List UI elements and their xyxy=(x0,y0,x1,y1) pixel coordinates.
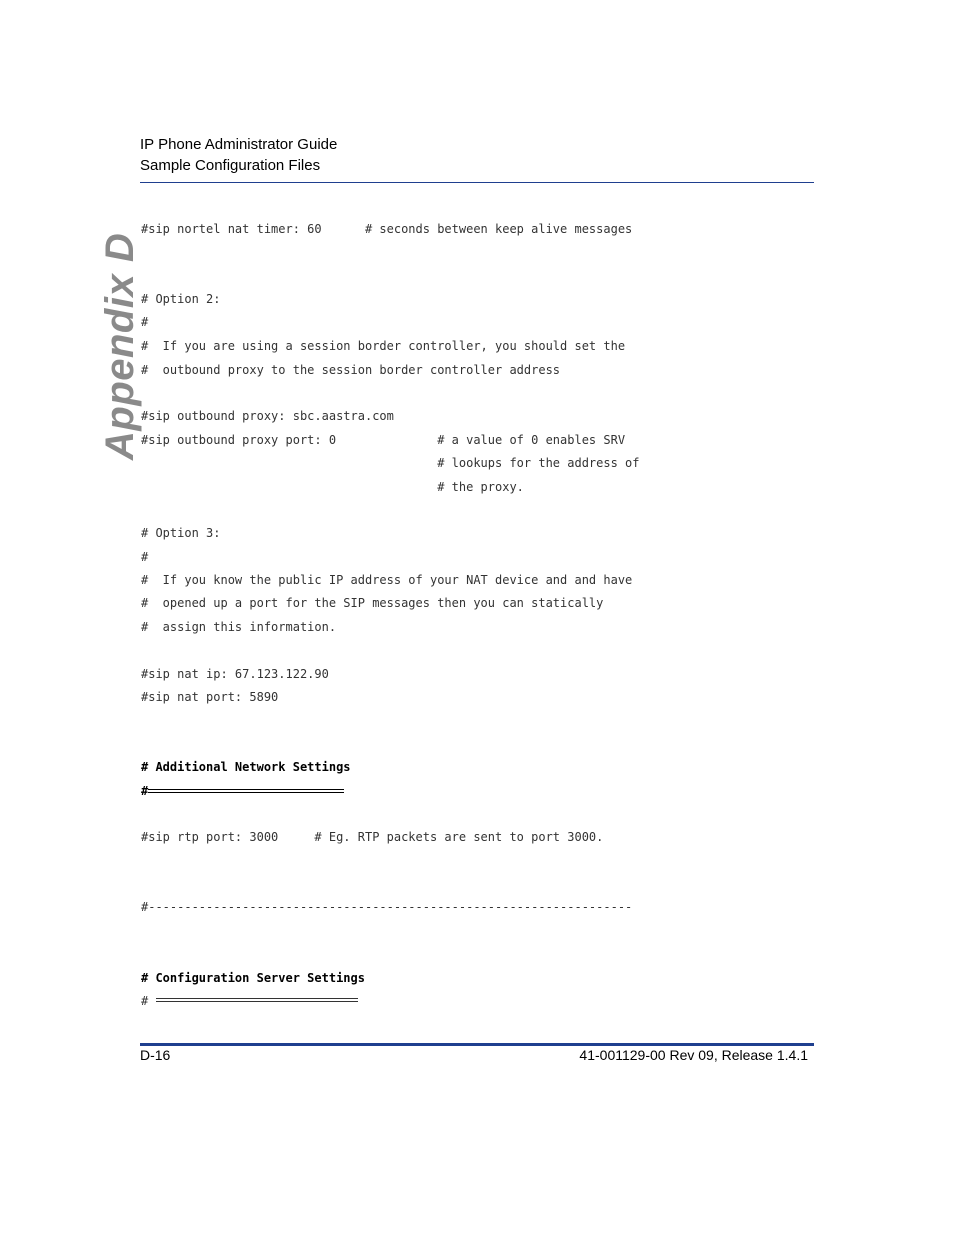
code-line: # xyxy=(141,315,149,329)
code-line: # xyxy=(141,550,149,564)
code-line: # If you know the public IP address of your NAT device and and have xyxy=(141,573,633,587)
code-line: #sip nat ip: 67.123.122.90 xyxy=(141,667,329,681)
header-subtitle: Sample Configuration Files xyxy=(140,157,321,174)
header-rule xyxy=(140,182,814,183)
page-number: D-16 xyxy=(140,1047,171,1063)
code-line: #sip nortel nat timer: 60 # seconds between keep alive messages xyxy=(141,222,633,236)
code-line: # opened up a port for the SIP messages then you can statically xyxy=(141,596,604,610)
code-line: #sip nat port: 5890 xyxy=(141,690,279,704)
code-line: #sip rtp port: 3000 # Eg. RTP packets are sent to port 3000. xyxy=(141,830,604,844)
code-line: # Option 3: xyxy=(141,526,221,540)
section-underline xyxy=(148,789,344,793)
code-line: # xyxy=(141,994,156,1008)
header-title: IP Phone Administrator Guide xyxy=(140,136,338,153)
code-line: # assign this information. xyxy=(141,620,337,634)
code-line: # Option 2: xyxy=(141,292,221,306)
document-id: 41-001129-00 Rev 09, Release 1.4.1 xyxy=(579,1047,808,1063)
appendix-side-tab: Appendix D xyxy=(98,232,142,460)
code-line: #sip outbound proxy port: 0 # a value of 0 enables SRV xyxy=(141,433,626,447)
footer-rule xyxy=(140,1043,814,1046)
separator-line: #------------------------------------------------------------------- xyxy=(141,900,633,914)
code-line: # outbound proxy to the session border controller address xyxy=(141,363,561,377)
section-heading-network: # Additional Network Settings xyxy=(141,760,351,774)
code-line: # xyxy=(141,784,149,798)
code-line: # If you are using a session border controller, you should set the xyxy=(141,339,626,353)
section-heading-config-server: # Configuration Server Settings xyxy=(141,971,365,985)
code-line: # the proxy. xyxy=(141,480,524,494)
code-line: # lookups for the address of xyxy=(141,456,640,470)
section-underline xyxy=(156,998,358,1002)
code-line: #sip outbound proxy: sbc.aastra.com xyxy=(141,409,394,423)
